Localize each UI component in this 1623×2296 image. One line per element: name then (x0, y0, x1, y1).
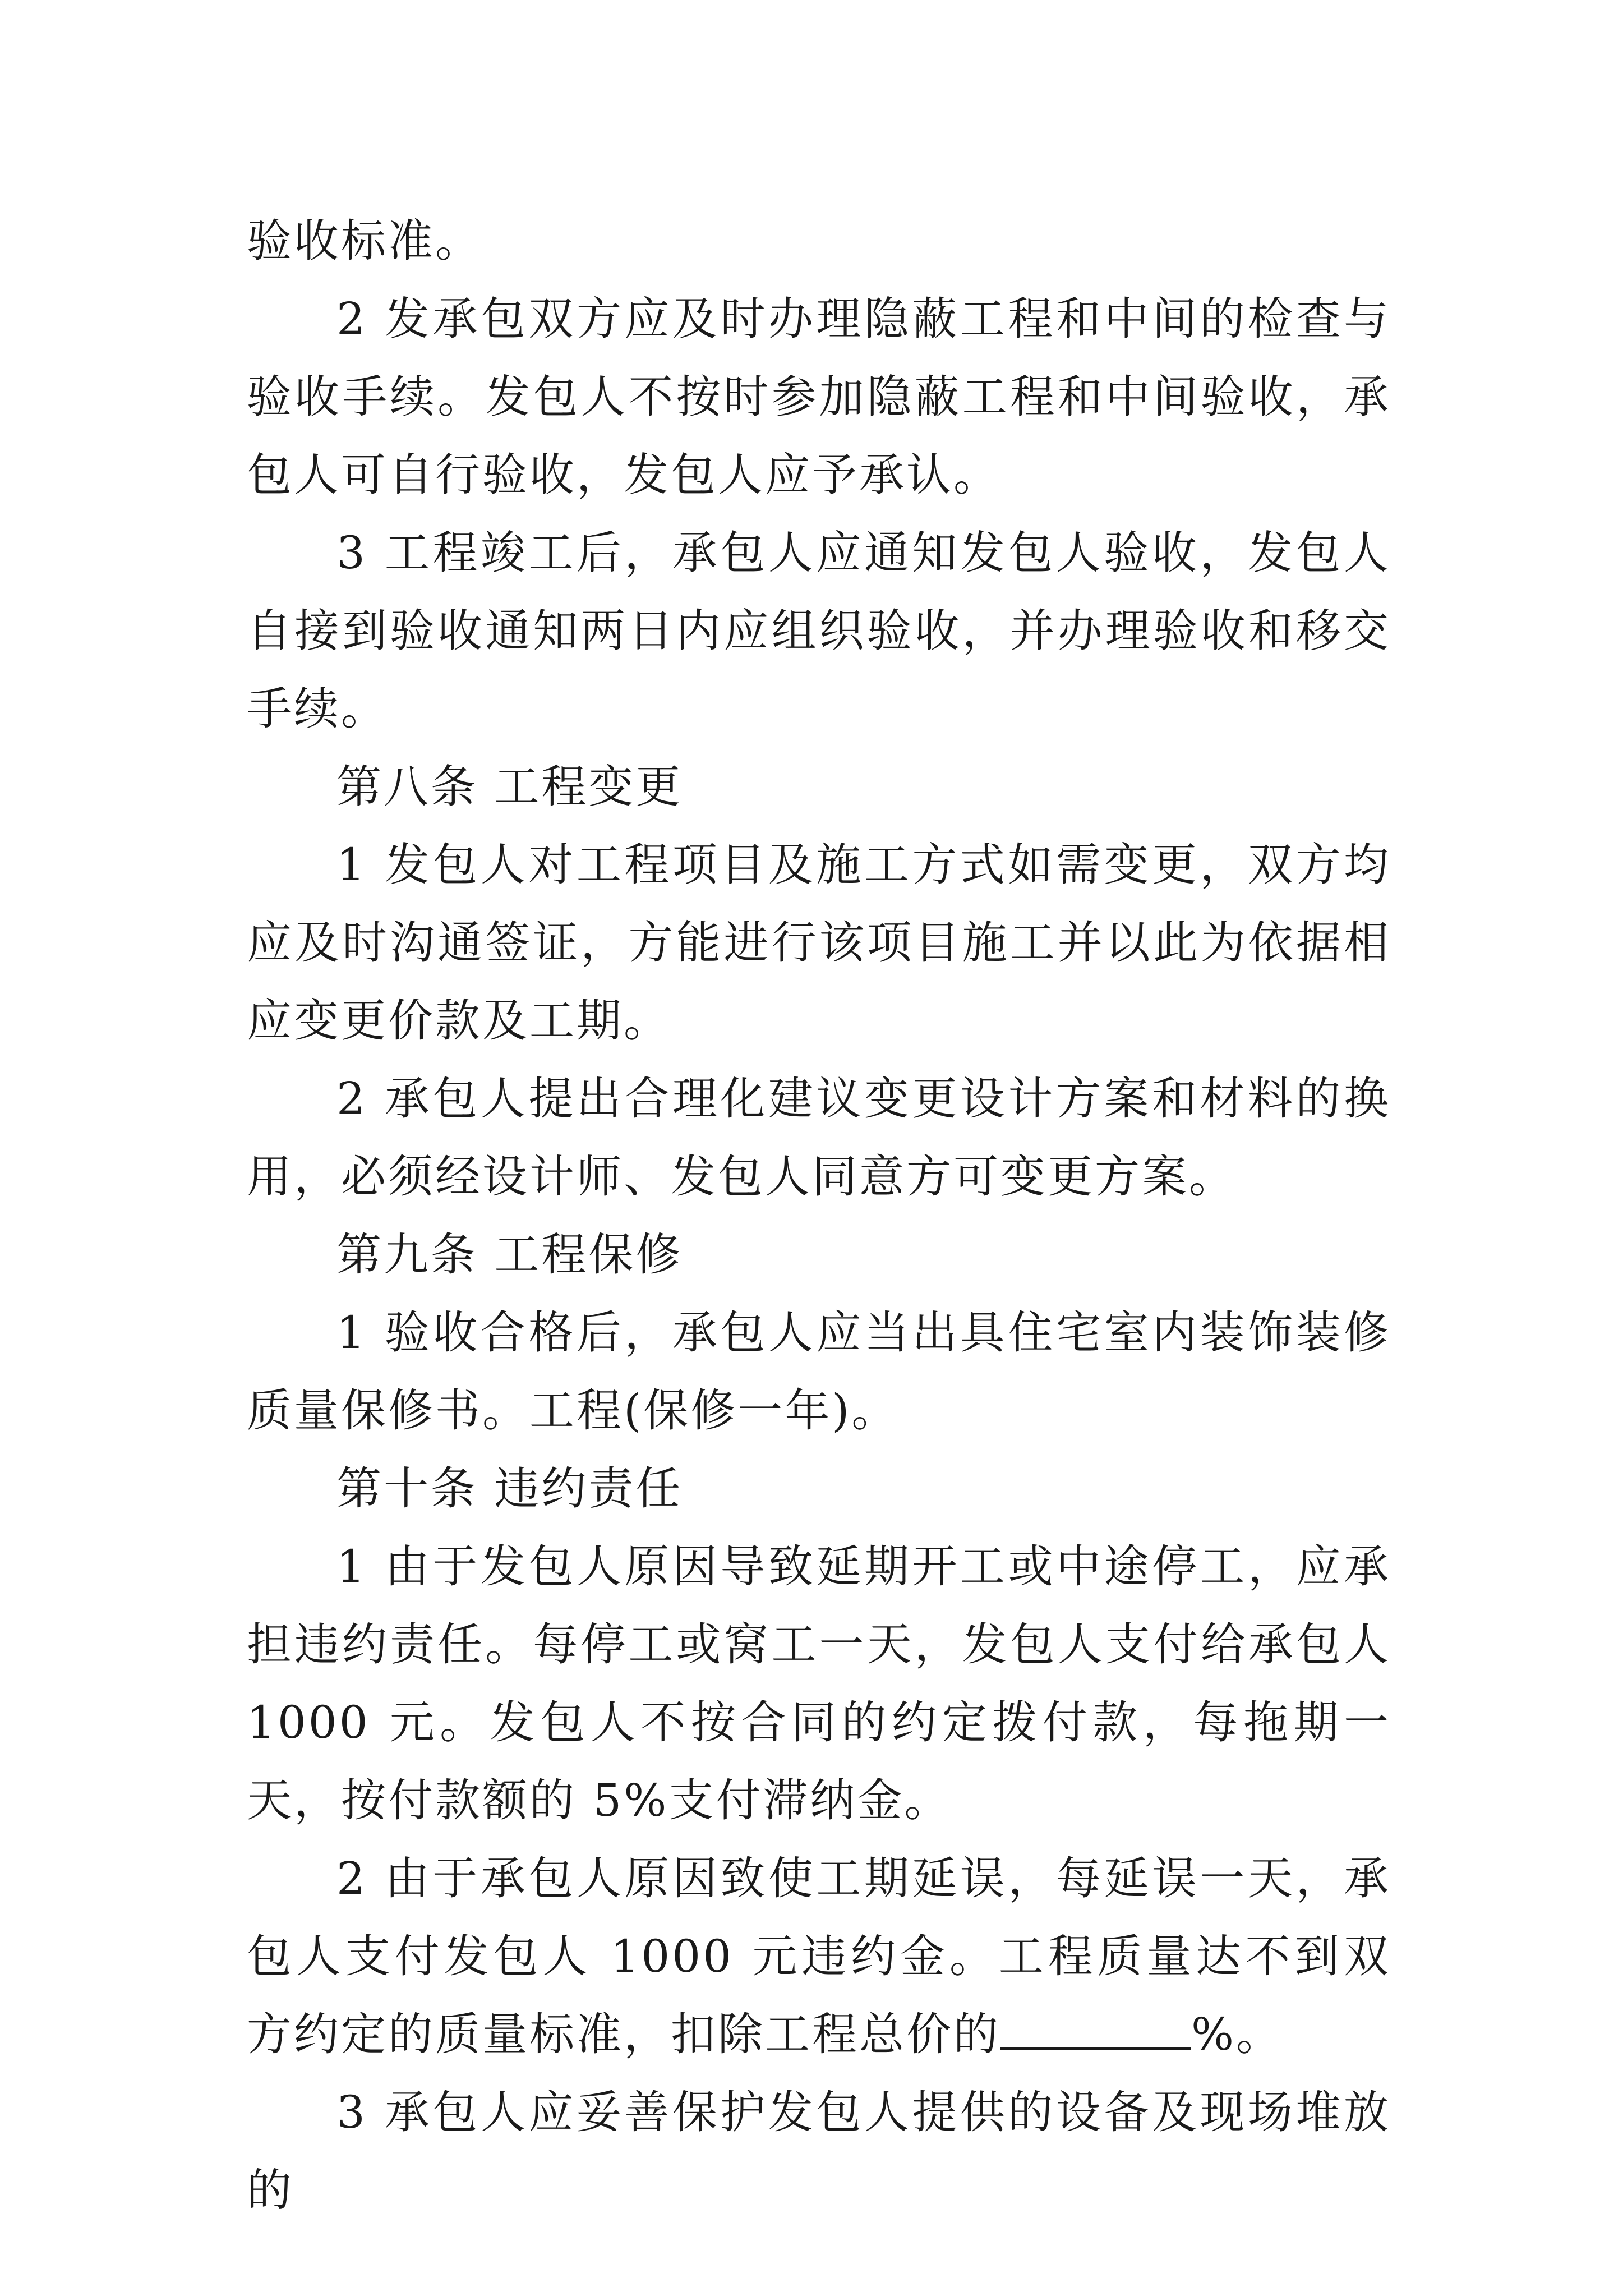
paragraph-text: 2 由于承包人原因致使工期延误，每延误一天，承包人支付发包人 1000 元违约金。工程质量达不到双方约定的质量标准，扣除工程总价的 (247, 1852, 1391, 2060)
paragraph-with-blank (247, 1839, 1391, 2073)
paragraph: 1 验收合格后，承包人应当出具住宅室内装饰装修质量保修书。工程(保修一年)。 (247, 1306, 1391, 1437)
paragraph: 1 发包人对工程项目及施工方式如需变更，双方均应及时沟通签证，方能进行该项目施工并以此为依据相应变更价款及工期。 (247, 839, 1391, 1047)
paragraph: 1 由于发包人原因导致延期开工或中途停工，应承担违约责任。每停工或窝工一天，发包人支付给承包人 1000 元。发包人不按合同的约定拨付款，每拖期一天，按付款额的 5%支付滞纳金。 (247, 1540, 1391, 1826)
blank-suffix: %。 (1191, 2008, 1284, 2060)
section-heading-article-10: 第十条 违约责任 (336, 1462, 683, 1515)
paragraph: 2 发承包双方应及时办理隐蔽工程和中间的检查与验收手续。发包人不按时参加隐蔽工程和中间验收，承包人可自行验收，发包人应予承认。 (247, 293, 1391, 501)
paragraph: 验收标准。 (247, 215, 482, 267)
fill-in-blank (1000, 2014, 1191, 2050)
paragraph: 2 承包人提出合理化建议变更设计方案和材料的换用，必须经设计师、发包人同意方可变更方案。 (247, 1073, 1391, 1203)
section-heading-article-9: 第九条 工程保修 (336, 1228, 683, 1281)
document-body (247, 202, 1391, 2229)
section-heading-article-8: 第八条 工程变更 (336, 761, 683, 813)
paragraph: 3 工程竣工后，承包人应通知发包人验收，发包人自接到验收通知两日内应组织验收，并办理验收和移交手续。 (247, 527, 1391, 735)
paragraph: 3 承包人应妥善保护发包人提供的设备及现场堆放的 (247, 2086, 1391, 2216)
